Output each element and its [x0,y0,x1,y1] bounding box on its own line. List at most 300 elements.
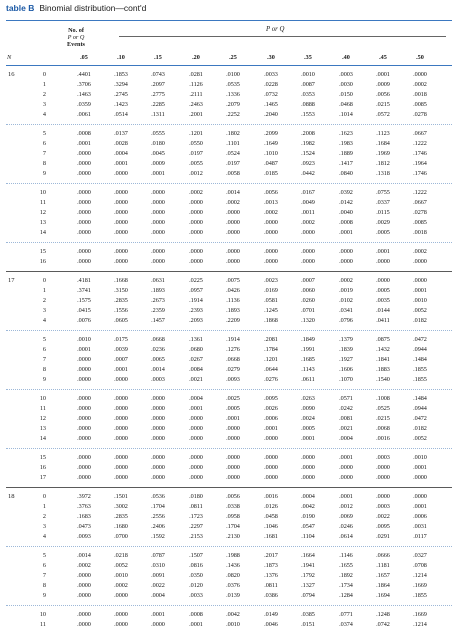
probability-cell: .1214 [413,621,427,628]
probability-cell: .0075 [226,277,240,284]
events-cell: 5 [42,336,46,343]
probability-cell: .0190 [301,513,315,520]
table-row [6,551,452,561]
probability-cell: .0000 [77,415,91,422]
probability-cell: .0085 [413,219,427,226]
probability-cell: .0058 [226,170,240,177]
table-label: table B [6,3,35,13]
probability-cell: .0028 [114,140,128,147]
probability-cell: .1893 [151,287,165,294]
probability-cell: .1376 [264,572,278,579]
probability-cell: .2463 [189,101,203,108]
table-row [6,228,452,238]
probability-cell: .0958 [226,513,240,520]
probability-cell: .0004 [151,592,165,599]
probability-cell: .0631 [151,277,165,284]
table-row [6,208,452,218]
probability-cell: .2130 [226,533,240,540]
probability-cell: .0002 [301,219,315,226]
probability-cell: .0000 [151,229,165,236]
events-cell: 5 [42,552,46,559]
probability-cell: .0004 [189,395,203,402]
probability-cell: .1311 [151,111,165,118]
probability-cell: .0100 [226,71,240,78]
probability-cell: .0242 [339,405,353,412]
probability-cell: .0001 [77,140,91,147]
probability-cell: .0052 [413,307,427,314]
probability-cell: .0000 [264,435,278,442]
table-row [6,424,452,434]
probability-cell: .0572 [376,111,390,118]
probability-cell: .1556 [114,307,128,314]
probability-cell: .0150 [339,91,353,98]
probability-cell: .0021 [339,425,353,432]
probability-cell: .0957 [189,287,203,294]
probability-cell: .0840 [339,170,353,177]
probability-cell: .0001 [339,454,353,461]
probability-cell: .0009 [151,160,165,167]
probability-cell: .0796 [339,317,353,324]
probability-cell: .0010 [77,336,91,343]
probability-cell: .0000 [339,474,353,481]
probability-cell: .0359 [77,101,91,108]
probability-cell: .0169 [264,287,278,294]
probability-cell: .0415 [77,307,91,314]
events-cell: 9 [42,170,46,177]
header-prob-9: .50 [416,54,424,61]
probability-cell: .0000 [189,464,203,471]
events-cell: 7 [42,150,46,157]
probability-cell: .1649 [264,140,278,147]
header-p-or-q: P or Q [266,26,285,33]
probability-cell: .2097 [151,81,165,88]
probability-cell: .1143 [301,366,315,373]
probability-cell: .0000 [264,454,278,461]
probability-cell: .0000 [77,219,91,226]
probability-cell: .1812 [376,160,390,167]
probability-cell: .0180 [189,493,203,500]
row-group [6,183,452,242]
probability-cell: .0002 [413,81,427,88]
probability-cell: .0000 [77,170,91,177]
events-cell: 2 [42,91,46,98]
probability-cell: .0000 [226,209,240,216]
events-cell: 10 [39,395,46,402]
probability-cell: .1606 [339,366,353,373]
probability-cell: .1361 [189,336,203,343]
probability-cell: .0000 [77,229,91,236]
probability-cell: .0000 [189,219,203,226]
probability-cell: .0000 [264,219,278,226]
events-cell: 2 [42,297,46,304]
probability-cell: .0524 [226,150,240,157]
probability-cell: .3706 [77,81,91,88]
probability-cell: .0000 [77,248,91,255]
probability-cell: .2040 [264,111,278,118]
probability-cell: .1723 [189,513,203,520]
events-cell: 1 [42,81,46,88]
events-cell: 9 [42,592,46,599]
probability-cell: .0525 [376,405,390,412]
events-cell: 4 [42,533,46,540]
table-row [6,591,452,601]
probability-cell: .0000 [151,199,165,206]
table-row [6,129,452,139]
header-prob-0: .05 [80,54,88,61]
probability-cell: .0045 [151,150,165,157]
probability-cell: .0149 [264,611,278,618]
probability-cell: .0000 [264,464,278,471]
probability-cell: .0000 [114,435,128,442]
probability-cell: .0008 [189,611,203,618]
row-group [6,242,452,271]
probability-cell: .1457 [151,317,165,324]
probability-cell: .2775 [151,91,165,98]
probability-cell: .0000 [151,219,165,226]
n-value: 16 [8,71,15,78]
table-title: Binomial distribution—cont'd [39,3,147,13]
probability-cell: .0310 [151,562,165,569]
probability-cell: .0000 [264,229,278,236]
probability-cell: .0001 [339,493,353,500]
probability-cell: .0000 [376,464,390,471]
probability-cell: .0708 [413,562,427,569]
probability-cell: .2252 [226,111,240,118]
probability-cell: .1276 [226,346,240,353]
probability-cell: .0000 [413,493,427,500]
probability-cell: .0811 [264,582,278,589]
probability-cell: .0514 [114,111,128,118]
table-row [6,70,452,80]
probability-cell: .0055 [189,160,203,167]
probability-cell: .1181 [376,562,390,569]
probability-cell: .0000 [151,474,165,481]
probability-cell: .0000 [114,464,128,471]
probability-cell: .2406 [151,523,165,530]
table-row [6,453,452,463]
row-group [6,605,452,634]
probability-cell: .1855 [413,592,427,599]
probability-cell: .1463 [77,91,91,98]
probability-cell: .0000 [77,454,91,461]
probability-cell: .0065 [151,356,165,363]
probability-cell: .1553 [301,111,315,118]
probability-cell: .0001 [413,503,427,510]
n-value: 18 [8,493,15,500]
probability-cell: .0000 [114,229,128,236]
probability-cell: .0091 [151,572,165,579]
probability-cell: .2285 [151,101,165,108]
events-cell: 14 [39,435,46,442]
probability-cell: .0040 [339,209,353,216]
table-row [6,375,452,385]
probability-cell: .0225 [189,277,203,284]
probability-cell: .0555 [151,130,165,137]
probability-cell: .0000 [151,248,165,255]
probability-cell: .0069 [339,513,353,520]
probability-cell: .0093 [226,376,240,383]
table-row [6,90,452,100]
header-n-label: N [7,54,12,61]
events-cell: 7 [42,572,46,579]
probability-cell: .0093 [77,533,91,540]
probability-cell: .0000 [151,395,165,402]
probability-cell: .1964 [413,160,427,167]
probability-cell: .0000 [376,258,390,265]
probability-cell: .0000 [114,209,128,216]
row-group [6,448,452,487]
probability-cell: .0000 [114,219,128,226]
probability-cell: .4401 [77,71,91,78]
probability-cell: .2556 [151,513,165,520]
probability-cell: .0001 [189,621,203,628]
probability-cell: .0923 [301,160,315,167]
table-row [6,296,452,306]
probability-cell: .1914 [189,297,203,304]
events-cell: 14 [39,229,46,236]
events-cell: 0 [42,71,46,78]
probability-cell: .0000 [189,258,203,265]
probability-cell: .0180 [151,140,165,147]
probability-cell: .0024 [301,415,315,422]
table-row [6,159,452,169]
probability-cell: .0076 [77,317,91,324]
probability-cell: .0026 [264,405,278,412]
probability-cell: .1927 [339,356,353,363]
probability-cell: .1214 [413,572,427,579]
probability-cell: .0002 [339,277,353,284]
probability-cell: .0000 [226,474,240,481]
probability-cell: .1802 [226,130,240,137]
probability-cell: .0000 [77,464,91,471]
table-row [6,247,452,257]
table-row [6,414,452,424]
probability-cell: .0571 [339,395,353,402]
probability-cell: .0374 [339,621,353,628]
probability-cell: .0000 [114,395,128,402]
probability-cell: .1839 [339,346,353,353]
probability-cell: .1684 [376,140,390,147]
probability-cell: .0487 [264,160,278,167]
probability-cell: .0246 [339,523,353,530]
probability-cell: .0000 [77,376,91,383]
probability-cell: .0820 [226,572,240,579]
table-row [6,110,452,120]
probability-cell: .0426 [226,287,240,294]
probability-cell: .0197 [189,150,203,157]
probability-cell: .0000 [413,258,427,265]
probability-cell: .3002 [114,503,128,510]
probability-cell: .2359 [151,307,165,314]
table-row [6,188,452,198]
probability-cell: .0033 [264,71,278,78]
probability-cell: .2017 [264,552,278,559]
probability-cell: .1123 [376,130,390,137]
probability-cell: .0278 [413,111,427,118]
table-row [6,434,452,444]
probability-cell: .0012 [189,170,203,177]
probability-cell: .0000 [189,415,203,422]
probability-cell: .1201 [189,130,203,137]
probability-cell: .0267 [189,356,203,363]
probability-cell: .0794 [301,592,315,599]
probability-cell: .3741 [77,287,91,294]
probability-cell: .0007 [114,356,128,363]
probability-cell: .1320 [301,317,315,324]
table-row [6,169,452,179]
probability-cell: .0000 [114,592,128,599]
probability-cell: .0012 [339,503,353,510]
header-prob-8: .45 [379,54,387,61]
probability-cell: .0142 [339,199,353,206]
probability-cell: .0000 [189,474,203,481]
header-prob-7: .40 [342,54,350,61]
probability-cell: .0000 [189,435,203,442]
probability-cell: .0001 [77,346,91,353]
probability-cell: .0004 [339,435,353,442]
header-events-line-3: Events [67,41,85,49]
events-cell: 3 [42,523,46,530]
events-cell: 15 [39,454,46,461]
probability-cell: .0139 [226,592,240,599]
probability-cell: .0007 [301,277,315,284]
probability-cell: .0175 [114,336,128,343]
probability-cell: .1784 [264,346,278,353]
probability-cell: .0068 [376,425,390,432]
probability-cell: .1484 [413,395,427,402]
probability-cell: .0029 [376,219,390,226]
probability-cell: .0031 [413,523,427,530]
probability-cell: .0001 [376,248,390,255]
table-row [6,394,452,404]
table-row [6,532,452,542]
probability-cell: .0327 [413,552,427,559]
probability-cell: .0000 [189,209,203,216]
probability-cell: .0023 [264,277,278,284]
probability-cell: .0061 [77,111,91,118]
probability-cell: .0167 [301,189,315,196]
probability-cell: .0019 [339,287,353,294]
probability-cell: .2297 [189,523,203,530]
header-prob-6: .35 [304,54,312,61]
events-cell: 10 [39,189,46,196]
header-rule [119,36,446,37]
probability-cell: .0000 [189,199,203,206]
probability-cell: .0042 [301,503,315,510]
events-cell: 6 [42,346,46,353]
probability-cell: .0611 [301,376,315,383]
probability-cell: .2081 [264,336,278,343]
probability-cell: .0000 [77,366,91,373]
probability-cell: .0009 [376,81,390,88]
probability-cell: .1855 [413,366,427,373]
table-row [6,316,452,326]
probability-cell: .0002 [189,189,203,196]
probability-cell: .0000 [77,160,91,167]
probability-cell: .1222 [413,189,427,196]
probability-cell: .0667 [413,199,427,206]
probability-cell: .0000 [77,356,91,363]
probability-cell: .0005 [376,229,390,236]
probability-cell: .1318 [376,170,390,177]
probability-cell: .0005 [226,405,240,412]
events-cell: 0 [42,493,46,500]
table-row [6,522,452,532]
header-prob-1: .10 [117,54,125,61]
events-cell: 3 [42,307,46,314]
probability-cell: .0666 [376,552,390,559]
probability-cell: .1991 [301,346,315,353]
events-cell: 13 [39,425,46,432]
probability-cell: .1855 [413,376,427,383]
probability-cell: .0185 [264,170,278,177]
probability-cell: .1524 [301,150,315,157]
probability-cell: .0000 [77,209,91,216]
probability-cell: .1680 [114,523,128,530]
probability-cell: .1853 [114,71,128,78]
probability-cell: .1104 [301,533,315,540]
probability-cell: .3150 [114,287,128,294]
probability-cell: .0000 [189,248,203,255]
header-prob-3: .20 [192,54,200,61]
probability-cell: .0353 [301,91,315,98]
probability-cell: .0000 [376,493,390,500]
probability-cell: .1792 [301,572,315,579]
probability-cell: .1014 [339,111,353,118]
probability-cell: .0002 [264,209,278,216]
probability-cell: .0115 [376,209,390,216]
table-header [6,20,452,66]
probability-cell: .1893 [226,307,240,314]
probability-cell: .0000 [301,464,315,471]
probability-cell: .0279 [226,366,240,373]
table-row [6,365,452,375]
probability-cell: .0010 [301,71,315,78]
probability-cell: .0003 [151,376,165,383]
probability-cell: .2079 [226,101,240,108]
n-block [6,271,452,487]
events-cell: 8 [42,582,46,589]
n-value: 17 [8,277,15,284]
probability-cell: .0013 [264,199,278,206]
probability-cell: .1841 [376,356,390,363]
probability-cell: .1873 [264,562,278,569]
probability-cell: .0004 [114,150,128,157]
probability-cell: .0000 [151,435,165,442]
events-cell: 0 [42,277,46,284]
probability-cell: .0006 [264,415,278,422]
probability-cell: .0056 [376,91,390,98]
probability-cell: .1248 [376,611,390,618]
probability-cell: .1046 [264,523,278,530]
probability-cell: .2093 [189,317,203,324]
probability-cell: .0030 [339,81,353,88]
probability-cell: .1336 [226,91,240,98]
probability-cell: .0014 [151,366,165,373]
events-cell: 8 [42,160,46,167]
probability-cell: .0473 [77,523,91,530]
table-row [6,404,452,414]
probability-cell: .0008 [77,130,91,137]
probability-cell: .0000 [413,277,427,284]
table-row [6,80,452,90]
probability-cell: .0875 [376,336,390,343]
probability-cell: .0000 [114,189,128,196]
events-cell: 15 [39,248,46,255]
probability-cell: .1734 [339,582,353,589]
events-cell: 4 [42,317,46,324]
probability-cell: .1704 [226,523,240,530]
